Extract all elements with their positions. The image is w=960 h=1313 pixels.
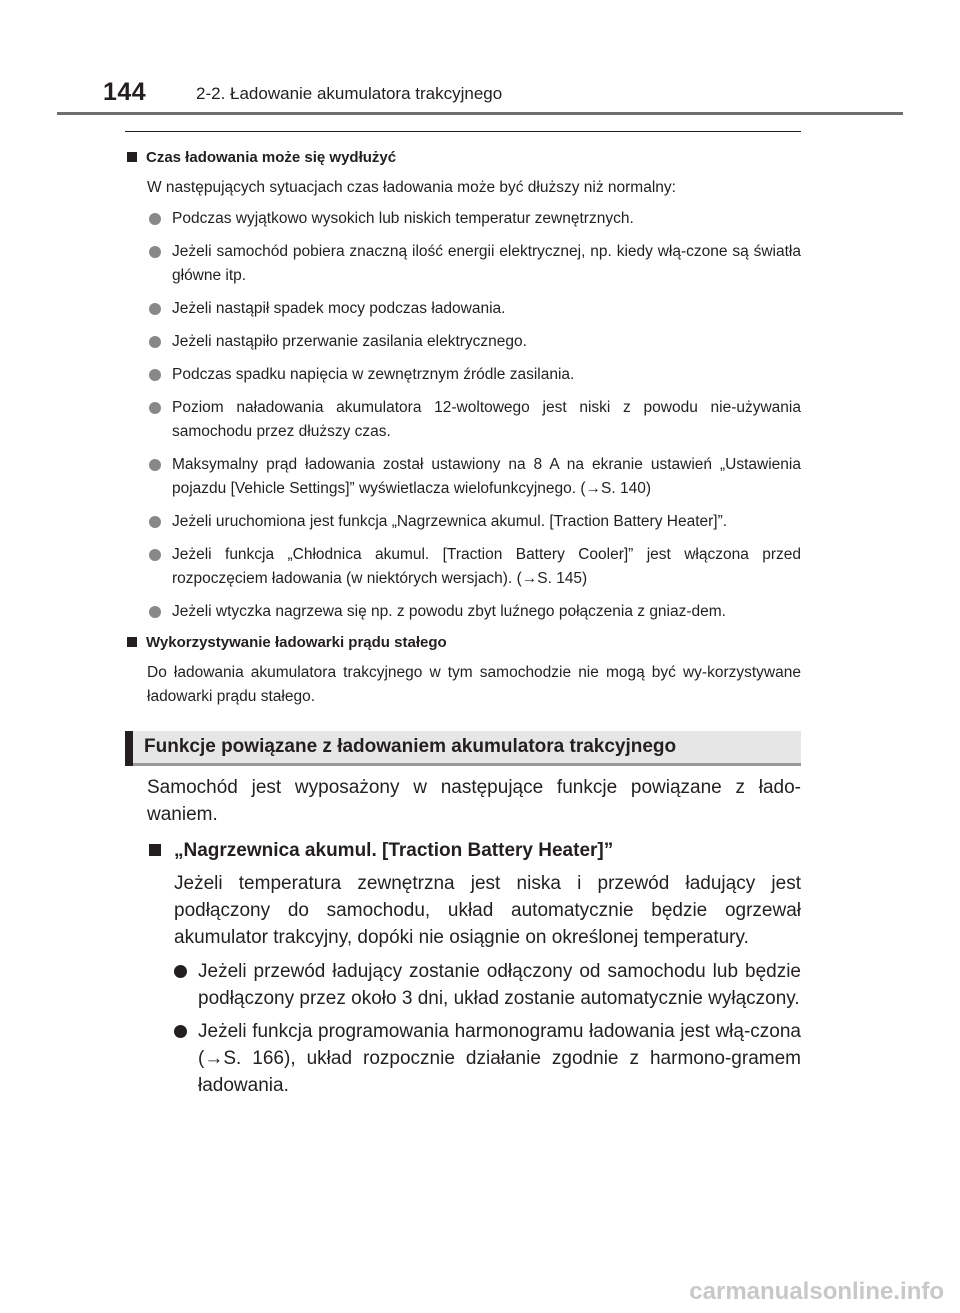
list-item-text: Jeżeli funkcja „Chłodnica akumul. [Traction Battery Cooler]” jest włączona przed rozpoczęciem ładowania (w niektórych wersjach). (→S. 145) [172,546,801,587]
section-intro: W następujących sytuacjach czas ładowania może być dłuższy niż normalny: [147,179,676,196]
section-heading-text: Czas ładowania może się wydłużyć [146,149,397,166]
list-item [125,240,801,288]
list-item [125,543,801,591]
list-item-text: Poziom naładowania akumulatora 12-woltowego jest niski z powodu nie-używania samochodu przez dłuższy czas. [172,399,801,440]
list-item [125,363,801,387]
section-top-rule [125,131,801,132]
list-item [125,600,801,624]
list-item-text: Jeżeli funkcja programowania harmonogramu ładowania jest włą-czona (→S. 166), układ rozpocznie działanie zgodnie z harmono-gramem ładowania. [198,1021,801,1096]
section-banner [125,731,801,766]
list-item-text: Jeżeli przewód ładujący zostanie odłączony od samochodu lub będzie podłączony przez około 3 dni, układ zostanie automatycznie wyłączony. [198,961,801,1009]
bullet-dot-icon [149,336,161,348]
charging-time-list [125,207,801,624]
section-heading-charging-time [125,148,801,168]
bullet-dot-icon [174,965,187,978]
section-heading-dc-charger [125,633,801,653]
list-item [125,1018,801,1099]
square-bullet-icon [127,152,137,162]
list-item [125,207,801,231]
square-bullet-icon [127,637,137,647]
banner-accent-bar [125,731,133,766]
square-bullet-icon [149,844,161,856]
header-rule [57,112,903,115]
page-content [125,148,801,1105]
list-item [125,297,801,321]
list-item-text: Jeżeli nastąpiło przerwanie zasilania elektrycznego. [172,333,527,350]
bullet-dot-icon [149,303,161,315]
functions-intro: Samochód jest wyposażony w następujące funkcje powiązane z łado-waniem. [147,777,801,825]
bullet-dot-icon [149,402,161,414]
bullet-dot-icon [149,606,161,618]
heater-description: Jeżeli temperatura zewnętrzna jest niska i przewód ładujący jest podłączony do samochodu, układ automatycznie będzie ogrzewał akumulator trakcyjny, dopóki nie osiągnie on określonej temperatury. [174,873,801,948]
heater-heading [125,837,801,864]
section-heading-text: Wykorzystywanie ładowarki prądu stałego [146,634,447,651]
list-item-text: Maksymalny prąd ładowania został ustawiony na 8 A na ekranie ustawień „Ustawienia pojazdu [Vehicle Settings]” wyświetlacza wielofunkcyjnego. (→S. 140) [172,456,801,497]
list-item-text: Jeżeli nastąpił spadek mocy podczas ładowania. [172,300,506,317]
list-item [125,396,801,444]
list-item [125,330,801,354]
bullet-dot-icon [149,516,161,528]
bullet-dot-icon [174,1025,187,1038]
bullet-dot-icon [149,246,161,258]
list-item-text: Jeżeli uruchomiona jest funkcja „Nagrzewnica akumul. [Traction Battery Heater]”. [172,513,728,530]
bullet-dot-icon [149,213,161,225]
chapter-title: 2-2. Ładowanie akumulatora trakcyjnego [196,84,503,103]
heater-list [125,958,801,1099]
bullet-dot-icon [149,549,161,561]
dc-charger-text: Do ładowania akumulatora trakcyjnego w tym samochodzie nie mogą być wy-korzystywane ładowarki prądu stałego. [147,664,801,705]
watermark: carmanualsonline.info [689,1278,944,1305]
list-item [125,453,801,501]
heater-heading-text: „Nagrzewnica akumul. [Traction Battery Heater]” [174,840,614,861]
banner-title: Funkcje powiązane z ładowaniem akumulatora trakcyjnego [144,736,677,757]
list-item-text: Podczas wyjątkowo wysokich lub niskich temperatur zewnętrznych. [172,210,634,227]
page-number: 144 [103,78,147,106]
bullet-dot-icon [149,459,161,471]
list-item [125,510,801,534]
list-item-text: Jeżeli wtyczka nagrzewa się np. z powodu zbyt luźnego połączenia z gniaz-dem. [172,603,726,620]
list-item-text: Jeżeli samochód pobiera znaczną ilość energii elektrycznej, np. kiedy włą-czone są światła główne itp. [172,243,801,284]
bullet-dot-icon [149,369,161,381]
list-item [125,958,801,1012]
list-item-text: Podczas spadku napięcia w zewnętrznym źródle zasilania. [172,366,575,383]
